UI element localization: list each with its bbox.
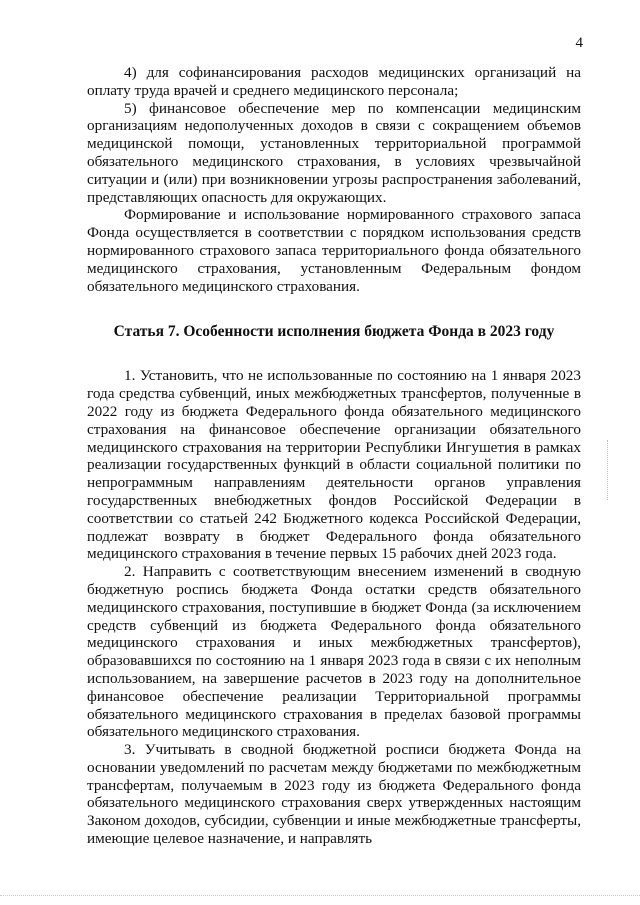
article-heading: Статья 7. Особенности исполнения бюджета Фонда в 2023 году (113, 323, 555, 341)
document-body (87, 64, 581, 848)
paragraph-clause-3: 3. Учитывать в сводной бюджетной росписи бюджета Фонда на основании уведомлений по расчетам между бюджетами по межбюджетным трансфертам, получаемым в 2023 году из бюджета Федерального фонда обязательного медицинского страхования сверх утвержденных настоящим Законом доходов, субсидии, субвенции и иные межбюджетные трансферты, имеющие целевое назначение, и направлять (87, 741, 581, 848)
scan-bottom-edge (0, 895, 640, 897)
paragraph-reserve-fund: Формирование и использование нормированного страхового запаса Фонда осуществляется в соответствии с порядком использования средств нормированного страхового запаса территориального фонда обязательного медицинского страхования, установленным Федеральным фондом обязательного медицинского страхования. (87, 206, 581, 295)
page-number: 4 (575, 35, 583, 51)
scan-margin-mark (607, 440, 610, 500)
paragraph-item-4: 4) для софинансирования расходов медицинских организаций на оплату труда врачей и среднего медицинского персонала; (87, 64, 581, 99)
paragraph-item-5: 5) финансовое обеспечение мер по компенсации медицинским организациям недополученных доходов в связи с сокращением объемов медицинской помощи, установленных территориальной программой обязательного медицинского страхования, в условиях чрезвычайной ситуации и (или) при возникновении угрозы распространения заболеваний, представляющих опасность для окружающих. (87, 99, 581, 206)
paragraph-clause-2: 2. Направить с соответствующим внесением изменений в сводную бюджетную роспись бюджета Фонда остатки средств обязательного медицинского страхования, поступившие в бюджет Фонда (за исключением средств субвенций из бюджета Федерального фонда обязательного медицинского страхования и иных межбюджетных трансфертов), образовавшихся по состоянию на 1 января 2023 года в связи с их неполным использованием, на завершение расчетов в 2023 году на дополнительное финансовое обеспечение реализации Территориальной программы обязательного медицинского страхования в пределах базовой программы обязательного медицинского страхования. (87, 563, 581, 741)
paragraph-clause-1: 1. Установить, что не использованные по состоянию на 1 января 2023 года средства субвенций, иных межбюджетных трансфертов, полученные в 2022 году из бюджета Федерального фонда обязательного медицинского страхования на финансовое обеспечение организации обязательного медицинского страхования на территории Республики Ингушетия в рамках реализации государственных функций в области социальной политики по непрограммным направлениям деятельности органов управления государственных внебюджетных фондов Российской Федерации в соответствии со статьей 242 Бюджетного кодекса Российской Федерации, подлежат возврату в бюджет Федерального фонда обязательного медицинского страхования в течение первых 15 рабочих дней 2023 года. (87, 367, 581, 563)
